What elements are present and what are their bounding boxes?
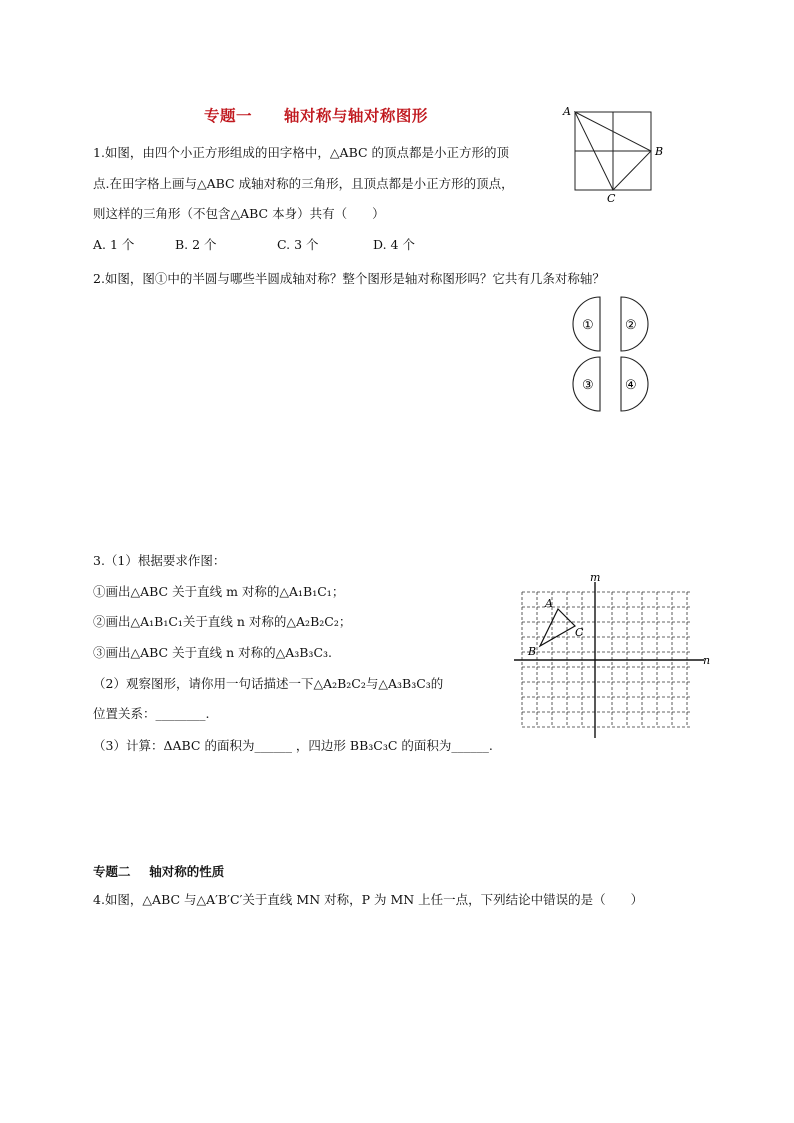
q1-options [93, 237, 415, 253]
q1-option-b: B. 2 个 [175, 237, 217, 252]
q2-question: 2.如图，图①中的半圆与哪些半圆成轴对称？整个图形是轴对称图形吗？它共有几条对称轴？ [93, 271, 605, 286]
q1-grid-figure [555, 102, 673, 206]
q1-option-d: D. 4 个 [373, 237, 415, 252]
q1-option-c: C. 3 个 [277, 237, 319, 252]
section2-title-text: 轴对称的性质 [149, 864, 225, 879]
section2-title-number: 专题二 [93, 864, 131, 879]
section1-title-number: 专题一 [204, 107, 253, 125]
section1-title-text: 轴对称与轴对称图形 [283, 107, 428, 125]
q1-line1: 1.如图，由四个小正方形组成的田字格中，△ABC 的顶点都是小正方形的顶 [93, 145, 510, 160]
label-b: B [655, 145, 664, 158]
q4-question: 4.如图，△ABC 与△A′B′C′关于直线 MN 对称，P 为 MN 上任一点，下列结论中错误的是（ ） [93, 892, 644, 907]
q1-line3: 则这样的三角形（不包含△ABC 本身）共有（ ） [93, 206, 385, 221]
q1-option-a: A. 1 个 [93, 237, 135, 252]
circle-label-3: ③ [582, 378, 594, 393]
q3-part1-heading: 3.（1）根据要求作图： [93, 553, 226, 568]
q3-step1: ①画出△ABC 关于直线 m 对称的△A₁B₁C₁； [93, 584, 345, 599]
circle-label-4: ④ [625, 378, 637, 393]
axis-m-label: m [590, 571, 601, 584]
section1-title [204, 104, 428, 126]
axis-n-label: n [703, 654, 711, 667]
q2-semicircles-figure [568, 296, 652, 414]
grid-label-a: A [545, 597, 553, 610]
q3-step3: ③画出△ABC 关于直线 n 对称的△A₃B₃C₃. [93, 645, 332, 660]
q3-grid-figure [512, 570, 712, 742]
label-c: C [607, 192, 616, 205]
q3-part2: （2）观察图形，请你用一句话描述一下△A₂B₂C₂与△A₃B₃C₃的 [93, 676, 444, 691]
q3-part2-answer: 位置关系：________. [93, 706, 210, 721]
label-a: A [563, 105, 571, 118]
triangle-abc-grid [540, 609, 575, 646]
grid-label-b: B [528, 645, 537, 658]
circle-label-1: ① [582, 318, 594, 333]
section2-title [93, 862, 224, 880]
q3-step2: ②画出△A₁B₁C₁关于直线 n 对称的△A₂B₂C₂； [93, 614, 352, 629]
grid-label-c: C [575, 626, 584, 639]
q3-part3: （3）计算：ΔABC 的面积为______ ，四边形 BB₃C₃C 的面积为______. [93, 738, 493, 753]
circle-label-2: ② [625, 318, 637, 333]
q1-line2: 点.在田字格上画与△ABC 成轴对称的三角形，且顶点都是小正方形的顶点， [93, 176, 514, 191]
